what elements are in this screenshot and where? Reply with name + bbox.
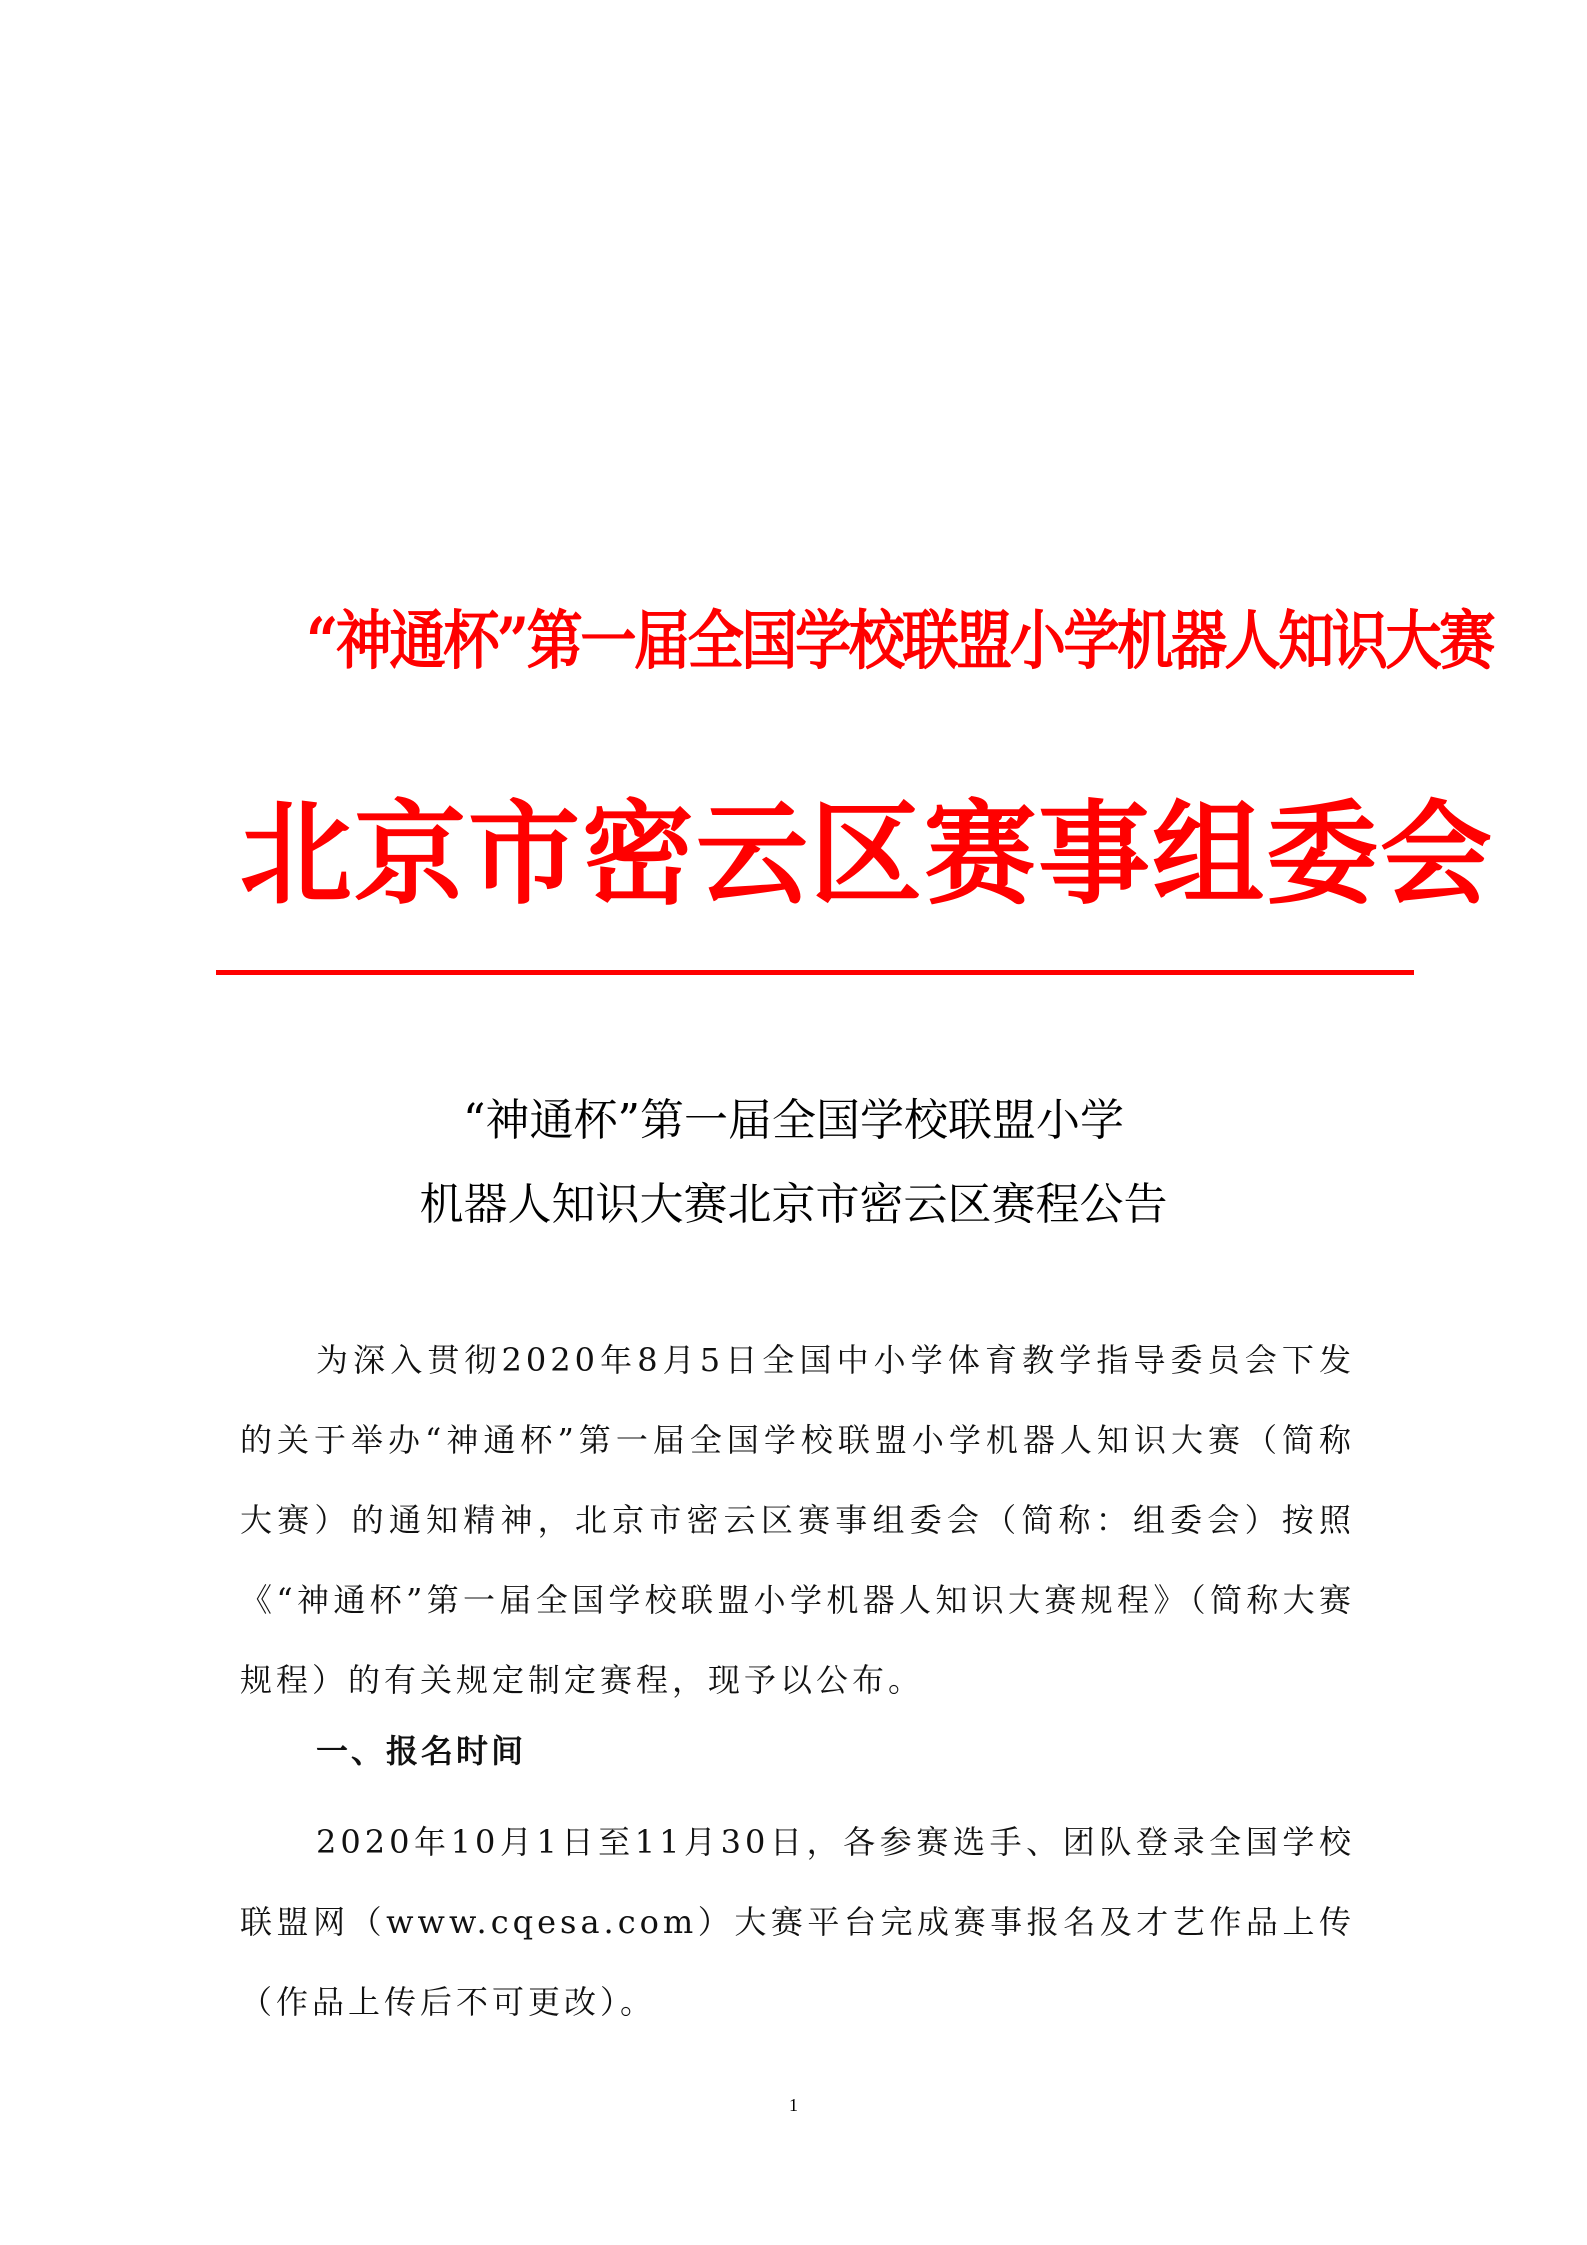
letterhead-event-name: “神通杯”第一届全国学校联盟小学机器人知识大赛 <box>306 604 1493 679</box>
registration-paragraph: 2020年10月1日至11月30日，各参赛选手、团队登录全国学校联盟网（www.cqesa.com）大赛平台完成赛事报名及才艺作品上传（作品上传后不可更改）。 <box>240 1823 1355 2021</box>
page-number: 1 <box>789 2095 798 2115</box>
section-heading-registration: 一、报名时间 <box>316 1732 527 1770</box>
letterhead-organizer: 北京市密云区赛事组委会 <box>240 789 1494 920</box>
intro-paragraph: 为深入贯彻2020年8月5日全国中小学体育教学指导委员会下发的关于举办“神通杯”第一届全国学校联盟小学机器人知识大赛（简称大赛）的通知精神，北京市密云区赛事组委会（简称：组委会）按照《“神通杯”第一届全国学校联盟小学机器人知识大赛规程》（简称大赛规程）的有关规定制定赛程，现予以公布。 <box>240 1341 1355 1699</box>
document-title-line-2: 机器人知识大赛北京市密云区赛程公告 <box>419 1179 1168 1230</box>
document-title-line-1: “神通杯”第一届全国学校联盟小学 <box>463 1095 1124 1146</box>
letterhead-red-rule <box>216 970 1414 975</box>
